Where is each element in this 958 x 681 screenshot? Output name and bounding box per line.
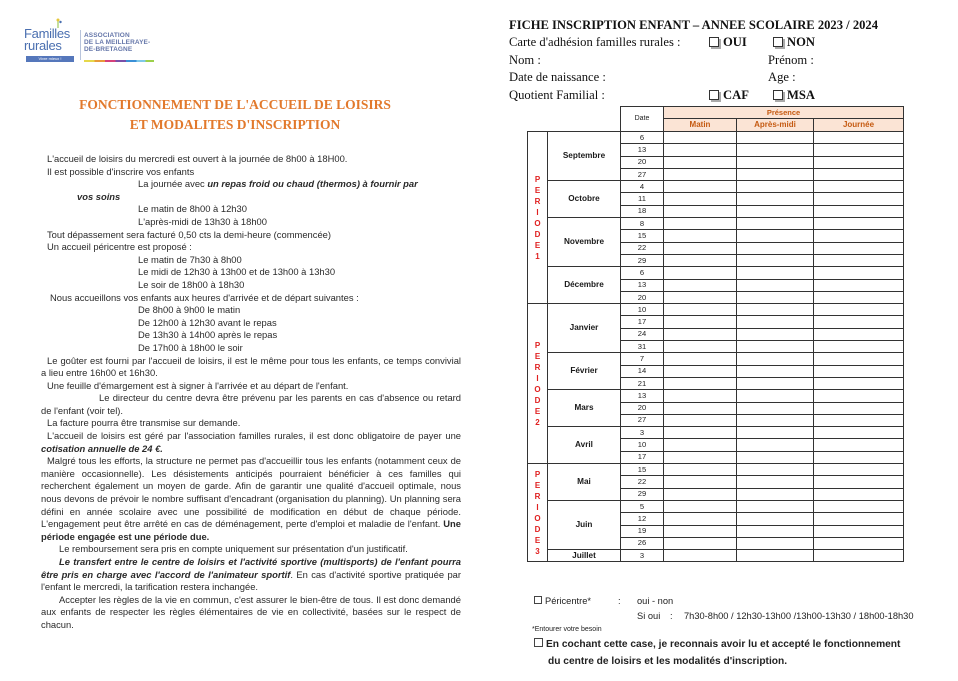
apres-midi-cell[interactable]	[737, 279, 814, 291]
month-cell: Novembre	[548, 218, 621, 267]
date-cell: 26	[621, 537, 664, 549]
journee-cell[interactable]	[814, 291, 904, 303]
period-letter: O	[534, 384, 541, 394]
apres-midi-cell[interactable]	[737, 291, 814, 303]
text-line: De 8h00 à 9h00 le matin	[138, 304, 241, 316]
journee-cell[interactable]	[814, 316, 904, 328]
date-cell: 10	[621, 304, 664, 316]
text-span: Malgré tous les efforts, la structure ne permet pas d'accueillir tous les enfants (notamment ceux de manière occasionnelle). Les désistements anticipés pourraient bénéficier à ces familles qui recherchent également un moyen de garde. Afin de garantir une qualité d'accueil optimale, nous nous devons de prévoir le nombre suffisant d'encadrant (organisation du planning). Un planning sera défini en année scolaire avec une possibilité de modification en début de chaque période. L'engagement peut être arrêté en cas de déménagement, perte d'emploi et maladie de l'enfant.	[41, 455, 461, 530]
apres-midi-cell[interactable]	[737, 132, 814, 144]
date-cell: 17	[621, 316, 664, 328]
journee-cell[interactable]	[814, 476, 904, 488]
pericentre-checkbox[interactable]	[534, 596, 542, 604]
left-page-body	[41, 153, 461, 632]
logo-brand-line2: rurales	[24, 38, 62, 53]
paragraph: Une feuille d'émargement est à signer à l'arrivée et au départ de l'enfant.	[47, 379, 349, 391]
matin-cell[interactable]	[664, 537, 737, 549]
period-label	[528, 464, 548, 562]
title-line: ET MODALITES D'INSCRIPTION	[129, 117, 341, 132]
matin-cell[interactable]	[664, 267, 737, 279]
quotient-label: Quotient Familial :	[509, 87, 605, 102]
birth-row	[509, 69, 878, 87]
journee-cell[interactable]	[814, 168, 904, 180]
table-row	[528, 304, 904, 316]
logo-divider	[80, 30, 81, 60]
apres-midi-cell[interactable]	[737, 365, 814, 377]
period-letter: 2	[535, 417, 540, 427]
birth-date-label: Date de naissance :	[509, 70, 606, 84]
paragraph	[41, 455, 461, 543]
text-line	[47, 178, 461, 191]
paragraph	[41, 430, 461, 455]
text-line: De 13h30 à 14h00 après le repas	[138, 329, 278, 341]
period-label	[528, 304, 548, 464]
period-label	[528, 132, 548, 304]
apres-midi-cell[interactable]	[737, 488, 814, 500]
journee-cell[interactable]	[814, 464, 904, 476]
period-letter: P	[534, 174, 541, 184]
table-row	[528, 181, 904, 193]
pericentre-times[interactable]: 7h30-8h00 / 12h30-13h00 /13h00-13h30 / 18h00-18h30	[684, 611, 914, 621]
period-letter: E	[534, 240, 541, 250]
table-row	[528, 550, 904, 562]
apres-midi-cell[interactable]	[737, 304, 814, 316]
date-cell: 22	[621, 242, 664, 254]
date-cell: 19	[621, 525, 664, 537]
matin-cell[interactable]	[664, 205, 737, 217]
matin-cell[interactable]	[664, 279, 737, 291]
date-cell: 12	[621, 513, 664, 525]
date-cell: 15	[621, 464, 664, 476]
checkbox-icon[interactable]	[773, 90, 783, 100]
matin-cell[interactable]	[664, 291, 737, 303]
apres-midi-cell[interactable]	[737, 181, 814, 193]
journee-cell[interactable]	[814, 550, 904, 562]
apres-midi-cell[interactable]	[737, 476, 814, 488]
period-letter: E	[534, 480, 541, 490]
journee-cell[interactable]	[814, 525, 904, 537]
apres-midi-cell[interactable]	[737, 402, 814, 414]
journee-cell[interactable]	[814, 181, 904, 193]
table-corner	[528, 107, 621, 132]
journee-cell[interactable]	[814, 205, 904, 217]
option-label: MSA	[787, 87, 815, 102]
matin-cell[interactable]	[664, 144, 737, 156]
text-line: Le matin de 7h30 à 8h00	[138, 253, 242, 265]
journee-cell[interactable]	[814, 439, 904, 451]
date-cell: 3	[621, 427, 664, 439]
emphasis-text: Une période engagée est une période due.	[41, 518, 461, 542]
date-cell: 13	[621, 144, 664, 156]
accept-terms-checkbox[interactable]	[534, 638, 543, 647]
apres-midi-cell[interactable]	[737, 144, 814, 156]
matin-cell[interactable]	[664, 439, 737, 451]
date-header: Date	[621, 107, 664, 132]
month-cell: Mars	[548, 390, 621, 427]
month-cell: Avril	[548, 427, 621, 464]
period-letter: R	[534, 362, 541, 372]
matin-cell[interactable]	[664, 525, 737, 537]
text-line: Le soir de 18h00 à 18h30	[138, 278, 245, 290]
date-cell: 3	[621, 550, 664, 562]
journee-cell[interactable]	[814, 451, 904, 463]
matin-cell[interactable]	[664, 365, 737, 377]
accept-terms-text: du centre de loisirs et les modalités d'inscription.	[548, 656, 788, 667]
period-letter: E	[534, 535, 541, 545]
journee-cell[interactable]	[814, 193, 904, 205]
date-cell: 15	[621, 230, 664, 242]
apres-midi-cell[interactable]	[737, 439, 814, 451]
matin-cell[interactable]	[664, 550, 737, 562]
journee-cell[interactable]	[814, 132, 904, 144]
date-cell: 29	[621, 488, 664, 500]
journee-cell[interactable]	[814, 427, 904, 439]
period-letter: O	[534, 218, 541, 228]
matin-cell[interactable]	[664, 254, 737, 266]
matin-cell[interactable]	[664, 427, 737, 439]
checkbox-icon[interactable]	[709, 90, 719, 100]
period-letter: P	[534, 469, 541, 479]
attendance-table	[527, 106, 904, 562]
emphasis-text: vos soins	[77, 190, 121, 202]
date-cell: 29	[621, 254, 664, 266]
apres-midi-cell[interactable]	[737, 205, 814, 217]
text-line: Le matin de 8h00 à 12h30	[138, 203, 247, 215]
journee-cell[interactable]	[814, 390, 904, 402]
date-cell: 7	[621, 353, 664, 365]
apres-midi-cell[interactable]	[737, 254, 814, 266]
apres-midi-cell[interactable]	[737, 353, 814, 365]
table-row	[528, 500, 904, 512]
matin-cell[interactable]	[664, 402, 737, 414]
table-row	[528, 132, 904, 144]
paragraph: La facture pourra être transmise sur demande.	[47, 417, 241, 429]
apres-midi-cell[interactable]	[737, 464, 814, 476]
journee-cell[interactable]	[814, 144, 904, 156]
matin-cell[interactable]	[664, 156, 737, 168]
matin-cell[interactable]	[664, 451, 737, 463]
pericentre-label: Péricentre*	[545, 596, 591, 606]
journee-cell[interactable]	[814, 353, 904, 365]
association-line: DE-BRETAGNE	[84, 46, 133, 53]
apres-midi-cell[interactable]	[737, 414, 814, 426]
matin-cell[interactable]	[664, 242, 737, 254]
option-label: NON	[787, 35, 815, 49]
text-line: L'après-midi de 13h30 à 18h00	[138, 215, 267, 227]
text-line: Nous accueillons vos enfants aux heures d'arrivée et de départ suivantes :	[50, 291, 359, 303]
apres-midi-cell[interactable]	[737, 267, 814, 279]
date-cell: 11	[621, 193, 664, 205]
apres-midi-cell[interactable]	[737, 525, 814, 537]
table-header-row	[528, 107, 904, 119]
date-cell: 18	[621, 205, 664, 217]
apres-midi-cell[interactable]	[737, 341, 814, 353]
date-cell: 24	[621, 328, 664, 340]
journee-cell[interactable]	[814, 402, 904, 414]
month-cell: Septembre	[548, 132, 621, 181]
matin-cell[interactable]	[664, 464, 737, 476]
period-letter: R	[534, 196, 541, 206]
month-cell: Janvier	[548, 304, 621, 353]
text-line: De 12h00 à 12h30 avant le repas	[138, 316, 277, 328]
pericentre-row	[534, 594, 900, 609]
apres-midi-cell[interactable]	[737, 537, 814, 549]
left-page-title	[40, 95, 430, 135]
emphasis-text: cotisation annuelle de 24 €.	[41, 442, 163, 454]
msa-option[interactable]	[773, 87, 815, 105]
apres-midi-cell[interactable]	[737, 500, 814, 512]
pericentre-options[interactable]: oui - non	[637, 596, 674, 606]
table-row	[528, 464, 904, 476]
separator: :	[670, 611, 673, 621]
paragraph	[41, 556, 461, 594]
journee-cell[interactable]	[814, 304, 904, 316]
title-line: FONCTIONNEMENT DE L'ACCUEIL DE LOISIRS	[79, 97, 391, 112]
matin-cell[interactable]	[664, 218, 737, 230]
journee-header: Journée	[814, 119, 904, 132]
caf-option[interactable]	[709, 87, 749, 105]
month-cell: Décembre	[548, 267, 621, 304]
registration-form-header	[509, 16, 878, 104]
logo-brand-line1: Familles	[24, 26, 70, 41]
period-letter: 1	[535, 251, 540, 261]
date-cell: 27	[621, 168, 664, 180]
first-name-label: Prénom :	[768, 52, 814, 67]
apres-midi-cell[interactable]	[737, 427, 814, 439]
period-letter: E	[534, 406, 541, 416]
apres-midi-cell[interactable]	[737, 230, 814, 242]
date-cell: 14	[621, 365, 664, 377]
matin-cell[interactable]	[664, 390, 737, 402]
si-oui-label: Si oui	[637, 611, 661, 621]
table-row	[528, 427, 904, 439]
matin-cell[interactable]	[664, 193, 737, 205]
matin-cell[interactable]	[664, 168, 737, 180]
age-label: Age :	[768, 70, 796, 84]
month-cell: Février	[548, 353, 621, 390]
table-row	[528, 353, 904, 365]
apres-midi-cell[interactable]	[737, 550, 814, 562]
text-span: . En cas d'activité sportive pratiquée par l'enfant le mercredi, la tarification restera inchangée.	[41, 568, 461, 593]
journee-cell[interactable]	[814, 414, 904, 426]
accept-terms-text: En cochant cette case, je reconnais avoir lu et accepté le fonctionnement	[546, 639, 901, 650]
period-letter: P	[534, 340, 541, 350]
emphasis-text: Le transfert entre le centre de loisirs et l'activité sportive (multisports) de l'enfant pourra être pris en charge avec l'accord de l'animateur sportif	[41, 556, 461, 580]
accept-terms-row[interactable]	[534, 636, 900, 653]
journee-cell[interactable]	[814, 218, 904, 230]
emphasis-text: un repas froid ou chaud (thermos) à fournir par	[207, 178, 418, 190]
association-name	[84, 32, 150, 53]
period-letter: E	[534, 185, 541, 195]
familles-rurales-logo	[24, 20, 164, 65]
checkbox-icon[interactable]	[773, 37, 783, 47]
association-line: ASSOCIATION	[84, 32, 130, 39]
period-letter: I	[536, 373, 539, 383]
apres-midi-cell[interactable]	[737, 328, 814, 340]
option-label: OUI	[723, 35, 747, 49]
association-line: DE LA MEILLERAYE-	[84, 39, 151, 46]
membership-card-row	[509, 34, 878, 52]
journee-cell[interactable]	[814, 488, 904, 500]
journee-cell[interactable]	[814, 267, 904, 279]
table-row	[528, 218, 904, 230]
option-label: CAF	[723, 87, 749, 102]
sprout-icon	[54, 18, 62, 28]
period-letter: D	[534, 524, 541, 534]
date-cell: 6	[621, 132, 664, 144]
date-cell: 13	[621, 390, 664, 402]
form-title: FICHE INSCRIPTION ENFANT – ANNEE SCOLAIRE 2023 / 2024	[509, 18, 879, 32]
logo-brand	[24, 28, 76, 52]
journee-cell[interactable]	[814, 230, 904, 242]
journee-cell[interactable]	[814, 341, 904, 353]
period-letter: R	[534, 491, 541, 501]
matin-cell[interactable]	[664, 328, 737, 340]
name-row	[509, 52, 878, 70]
last-name-label: Nom :	[509, 52, 541, 67]
journee-cell[interactable]	[814, 377, 904, 389]
journee-cell[interactable]	[814, 365, 904, 377]
journee-cell[interactable]	[814, 156, 904, 168]
date-cell: 10	[621, 439, 664, 451]
matin-cell[interactable]	[664, 513, 737, 525]
text-line: L'accueil de loisirs du mercredi est ouvert à la journée de 8h00 à 18H00.	[47, 153, 348, 164]
apres-midi-cell[interactable]	[737, 242, 814, 254]
matin-cell[interactable]	[664, 316, 737, 328]
date-cell: 4	[621, 181, 664, 193]
journee-cell[interactable]	[814, 279, 904, 291]
period-letter: D	[534, 395, 541, 405]
period-letter: I	[536, 207, 539, 217]
text-line: De 17h00 à 18h00 le soir	[138, 341, 243, 353]
date-cell: 21	[621, 377, 664, 389]
logo-rainbow-bar	[84, 60, 154, 62]
apres-midi-cell[interactable]	[737, 156, 814, 168]
text-span: La journée avec	[138, 178, 208, 190]
month-cell: Mai	[548, 464, 621, 501]
period-letter: E	[534, 351, 541, 361]
matin-cell[interactable]	[664, 132, 737, 144]
date-cell: 27	[621, 414, 664, 426]
period-letter: I	[536, 502, 539, 512]
checkbox-icon[interactable]	[709, 37, 719, 47]
paragraph: Le remboursement sera pris en compte uniquement sur présentation d'un justificatif.	[59, 543, 408, 555]
matin-cell[interactable]	[664, 230, 737, 242]
period-letter: D	[534, 229, 541, 239]
journee-cell[interactable]	[814, 242, 904, 254]
membership-oui-option[interactable]	[709, 34, 747, 52]
paragraph: Le directeur du centre devra être prévenu par les parents en cas d'absence ou retard de l'enfant (voir tel).	[41, 392, 461, 416]
matin-header: Matin	[664, 119, 737, 132]
journee-cell[interactable]	[814, 254, 904, 266]
matin-cell[interactable]	[664, 377, 737, 389]
apres-midi-header: Après-midi	[737, 119, 814, 132]
date-cell: 13	[621, 279, 664, 291]
paragraph: Le goûter est fourni par l'accueil de loisirs, il est le même pour tous les enfants, ce temps convivial a lieu entre 16h00 et 16h30.	[41, 354, 461, 379]
date-cell: 31	[621, 341, 664, 353]
apres-midi-cell[interactable]	[737, 168, 814, 180]
date-cell: 22	[621, 476, 664, 488]
month-cell: Octobre	[548, 181, 621, 218]
matin-cell[interactable]	[664, 476, 737, 488]
table-row	[528, 267, 904, 279]
journee-cell[interactable]	[814, 500, 904, 512]
matin-cell[interactable]	[664, 304, 737, 316]
matin-cell[interactable]	[664, 353, 737, 365]
date-cell: 8	[621, 218, 664, 230]
date-cell: 20	[621, 156, 664, 168]
apres-midi-cell[interactable]	[737, 390, 814, 402]
table-row	[528, 390, 904, 402]
journee-cell[interactable]	[814, 328, 904, 340]
apres-midi-cell[interactable]	[737, 513, 814, 525]
text-line: Un accueil péricentre est proposé :	[47, 241, 192, 253]
membership-non-option[interactable]	[773, 34, 815, 52]
presence-header: Présence	[664, 107, 904, 119]
month-cell: Juillet	[548, 550, 621, 562]
footnote: *Entourer votre besoin	[532, 626, 602, 633]
journee-cell[interactable]	[814, 513, 904, 525]
apres-midi-cell[interactable]	[737, 316, 814, 328]
date-cell: 17	[621, 451, 664, 463]
registration-form-footer	[532, 594, 914, 670]
period-letter: O	[534, 513, 541, 523]
month-cell: Juin	[548, 500, 621, 549]
apres-midi-cell[interactable]	[737, 451, 814, 463]
logo-tagline: Vivre mieux !	[26, 56, 74, 62]
date-cell: 20	[621, 402, 664, 414]
membership-card-label: Carte d'adhésion familles rurales :	[509, 35, 681, 49]
matin-cell[interactable]	[664, 414, 737, 426]
separator: :	[618, 596, 621, 606]
matin-cell[interactable]	[664, 181, 737, 193]
date-cell: 6	[621, 267, 664, 279]
matin-cell[interactable]	[664, 341, 737, 353]
text-line: Le midi de 12h30 à 13h00 et de 13h00 à 13h30	[138, 266, 336, 278]
quotient-row	[509, 87, 878, 105]
text-line: Tout dépassement sera facturé 0,50 cts la demi-heure (commencée)	[47, 228, 331, 240]
text-line: Il est possible d'inscrire vos enfants	[47, 165, 195, 177]
text-span: L'accueil de loisirs est géré par l'association familles rurales, il est donc obligatoire de payer une	[47, 430, 461, 442]
date-cell: 5	[621, 500, 664, 512]
apres-midi-cell[interactable]	[737, 218, 814, 230]
journee-cell[interactable]	[814, 537, 904, 549]
period-letter: 3	[535, 546, 540, 556]
date-cell: 20	[621, 291, 664, 303]
paragraph: Accepter les règles de la vie en commun, c'est assurer le bien-être de tous. Il est donc demandé aux enfants de respecter les règles élémentaires de vie en collectivité, basées sur le respect de chacun.	[41, 593, 461, 630]
matin-cell[interactable]	[664, 500, 737, 512]
apres-midi-cell[interactable]	[737, 193, 814, 205]
apres-midi-cell[interactable]	[737, 377, 814, 389]
si-oui-row	[534, 609, 914, 624]
matin-cell[interactable]	[664, 488, 737, 500]
